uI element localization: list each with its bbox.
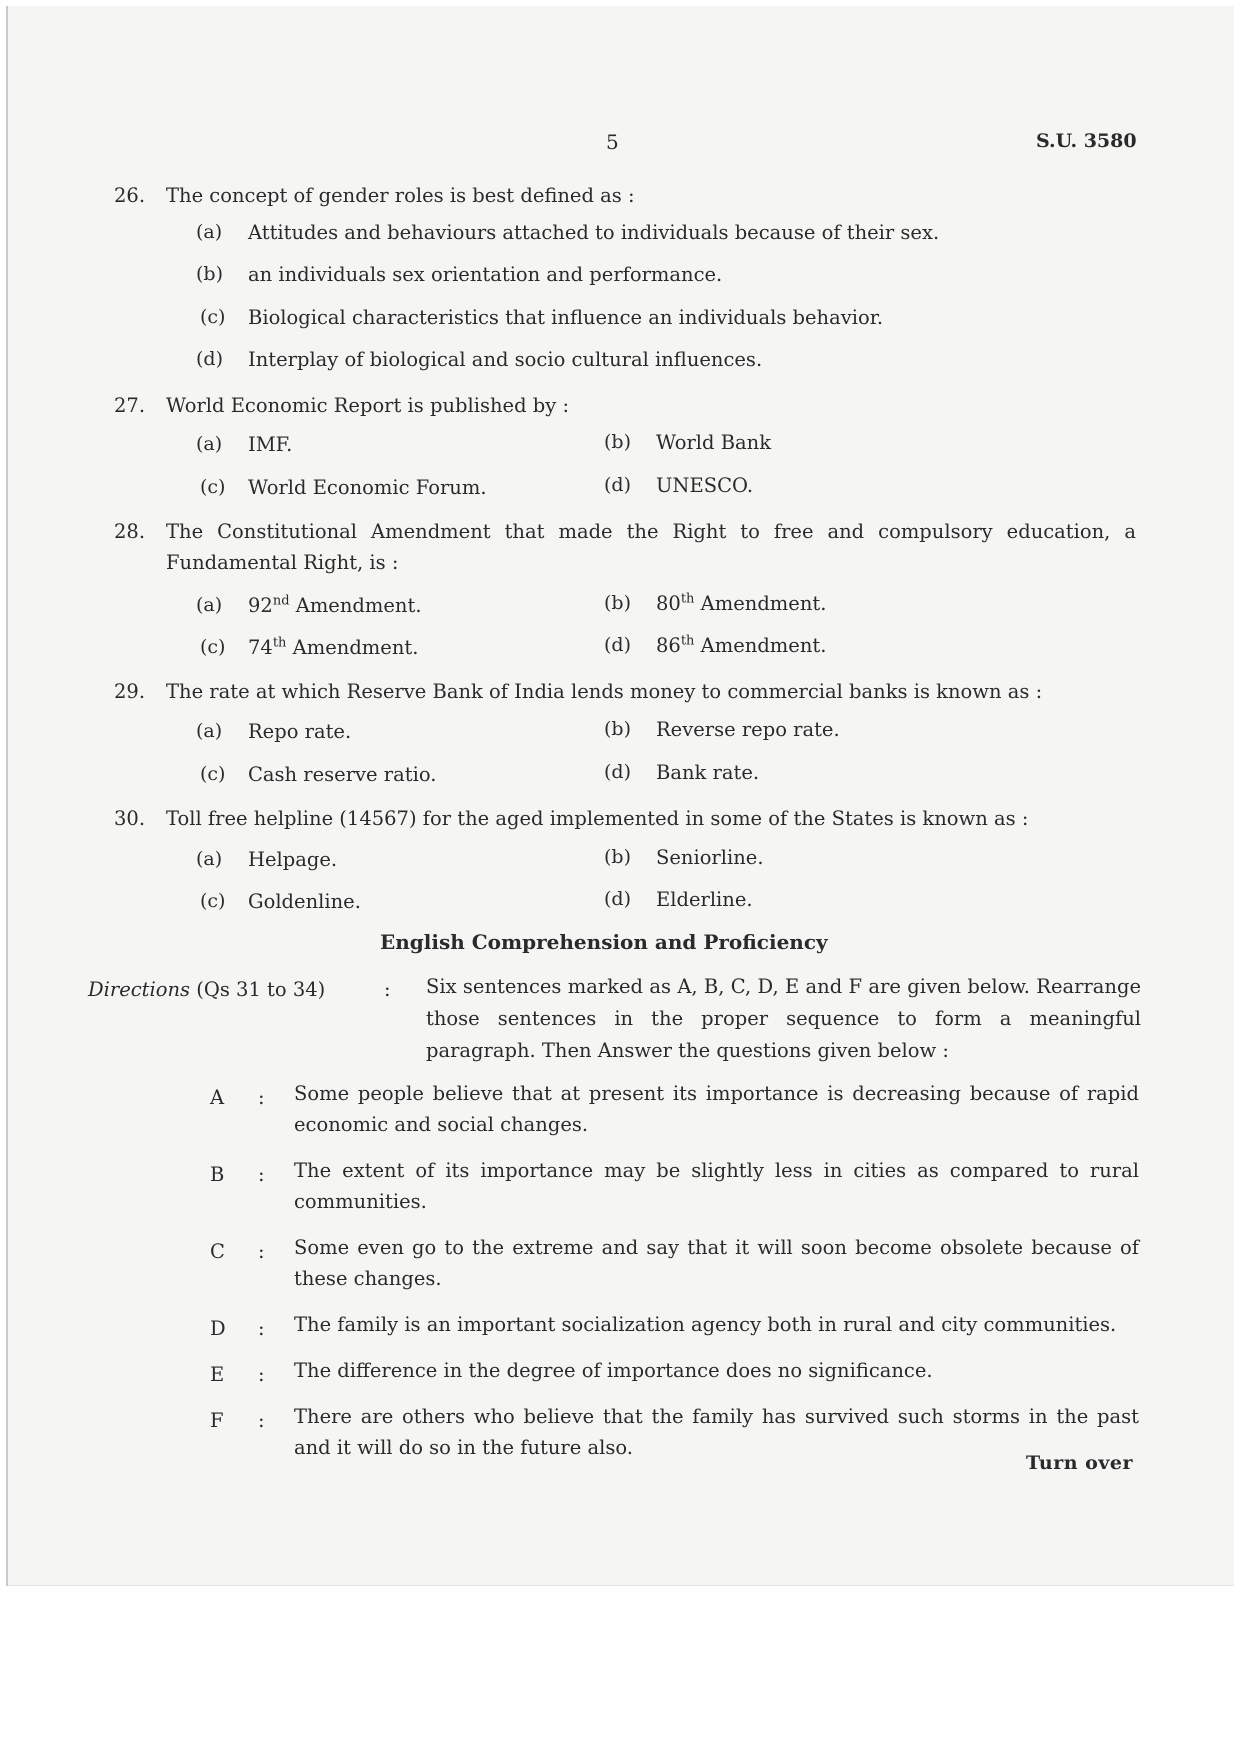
option-label: (d): [604, 761, 631, 783]
question-text: The concept of gender roles is best defined as :: [166, 184, 635, 207]
option-label: (c): [200, 476, 226, 498]
option-label: (d): [604, 474, 631, 496]
option-amendment: 92nd Amendment.: [248, 593, 422, 617]
question-number: 29.: [114, 680, 146, 703]
option-label: (d): [196, 348, 223, 370]
option-label: (a): [196, 221, 223, 243]
option-amendment: 86th Amendment.: [656, 633, 827, 657]
directions-colon: :: [384, 978, 391, 1001]
sentence-colon: :: [258, 1163, 265, 1186]
sentence-label: A: [210, 1086, 225, 1109]
option-label: (a): [196, 433, 223, 455]
option-text: Goldenline.: [248, 890, 361, 913]
question-number: 26.: [114, 184, 146, 207]
exam-page: [6, 6, 1234, 1586]
sentence-text: Some even go to the extreme and say that it will soon become obsolete because of these changes.: [294, 1236, 1139, 1290]
option-text: Attitudes and behaviours attached to individuals because of their sex.: [248, 221, 940, 244]
sentence-text: The difference in the degree of importance does no significance.: [294, 1359, 933, 1382]
option-label: (d): [604, 888, 631, 910]
option-label: (b): [604, 592, 631, 614]
option-label: (d): [604, 634, 631, 656]
sentence-label: F: [210, 1409, 224, 1432]
sentence-label: E: [210, 1363, 225, 1386]
sentence-colon: :: [258, 1240, 265, 1263]
option-text: Helpage.: [248, 848, 338, 871]
option-label: (b): [604, 846, 631, 868]
sentence-text: Some people believe that at present its importance is decreasing because of rapid economic and social changes.: [294, 1082, 1139, 1136]
option-text: Bank rate.: [656, 761, 760, 784]
sentence-label: B: [210, 1163, 225, 1186]
option-text: Repo rate.: [248, 720, 352, 743]
option-text: World Economic Forum.: [248, 476, 487, 499]
sentence-colon: :: [258, 1086, 265, 1109]
page-number: 5: [606, 130, 619, 154]
sentence-text: There are others who believe that the family has survived such storms in the past and it will do so in the future also.: [294, 1405, 1139, 1459]
option-label: (b): [196, 263, 223, 285]
sentence-text: The extent of its importance may be slightly less in cities as compared to rural communities.: [294, 1159, 1139, 1213]
option-text: World Bank: [656, 431, 772, 454]
option-text: Biological characteristics that influence an individuals behavior.: [248, 306, 884, 329]
option-text: Elderline.: [656, 888, 753, 911]
option-label: (b): [604, 718, 631, 740]
option-label: (c): [200, 636, 226, 658]
turn-over-note: Turn over: [1026, 1452, 1133, 1474]
question-text: The Constitutional Amendment that made the Right to free and compulsory education, a Fundamental Right, is :: [166, 520, 1136, 574]
option-text: an individuals sex orientation and performance.: [248, 263, 723, 286]
option-label: (a): [196, 594, 223, 616]
option-text: Reverse repo rate.: [656, 718, 840, 741]
section-title: English Comprehension and Proficiency: [380, 930, 828, 954]
option-label: (a): [196, 848, 223, 870]
option-text: Interplay of biological and socio cultural influences.: [248, 348, 763, 371]
option-text: Seniorline.: [656, 846, 764, 869]
option-text: Cash reserve ratio.: [248, 763, 437, 786]
sentence-colon: :: [258, 1317, 265, 1340]
option-label: (c): [200, 763, 226, 785]
option-amendment: 80th Amendment.: [656, 591, 827, 615]
page-edge: [8, 1585, 1234, 1586]
option-amendment: 74th Amendment.: [248, 635, 419, 659]
directions-text: Six sentences marked as A, B, C, D, E and F are given below. Rearrange those sentences in the proper sequence to form a meaningful paragraph. Then Answer the questions given below :: [426, 975, 1141, 1062]
sentence-label: C: [210, 1240, 225, 1263]
sentence-colon: :: [258, 1409, 265, 1432]
option-label: (b): [604, 431, 631, 453]
option-label: (c): [200, 306, 226, 328]
option-label: (a): [196, 720, 223, 742]
option-label: (c): [200, 890, 226, 912]
question-number: 30.: [114, 807, 146, 830]
option-text: UNESCO.: [656, 474, 754, 497]
option-text: IMF.: [248, 433, 293, 456]
sentence-text: The family is an important socialization agency both in rural and city communities.: [294, 1313, 1117, 1336]
question-number: 27.: [114, 394, 146, 417]
question-number: 28.: [114, 520, 146, 543]
sentence-label: D: [210, 1317, 226, 1340]
question-text: The rate at which Reserve Bank of India lends money to commercial banks is known as :: [166, 680, 1043, 703]
sentence-colon: :: [258, 1363, 265, 1386]
paper-code: S.U. 3580: [1036, 130, 1137, 152]
question-text: World Economic Report is published by :: [166, 394, 570, 417]
directions-label: Directions (Qs 31 to 34): [88, 978, 326, 1001]
question-text: Toll free helpline (14567) for the aged implemented in some of the States is known as :: [166, 807, 1029, 830]
